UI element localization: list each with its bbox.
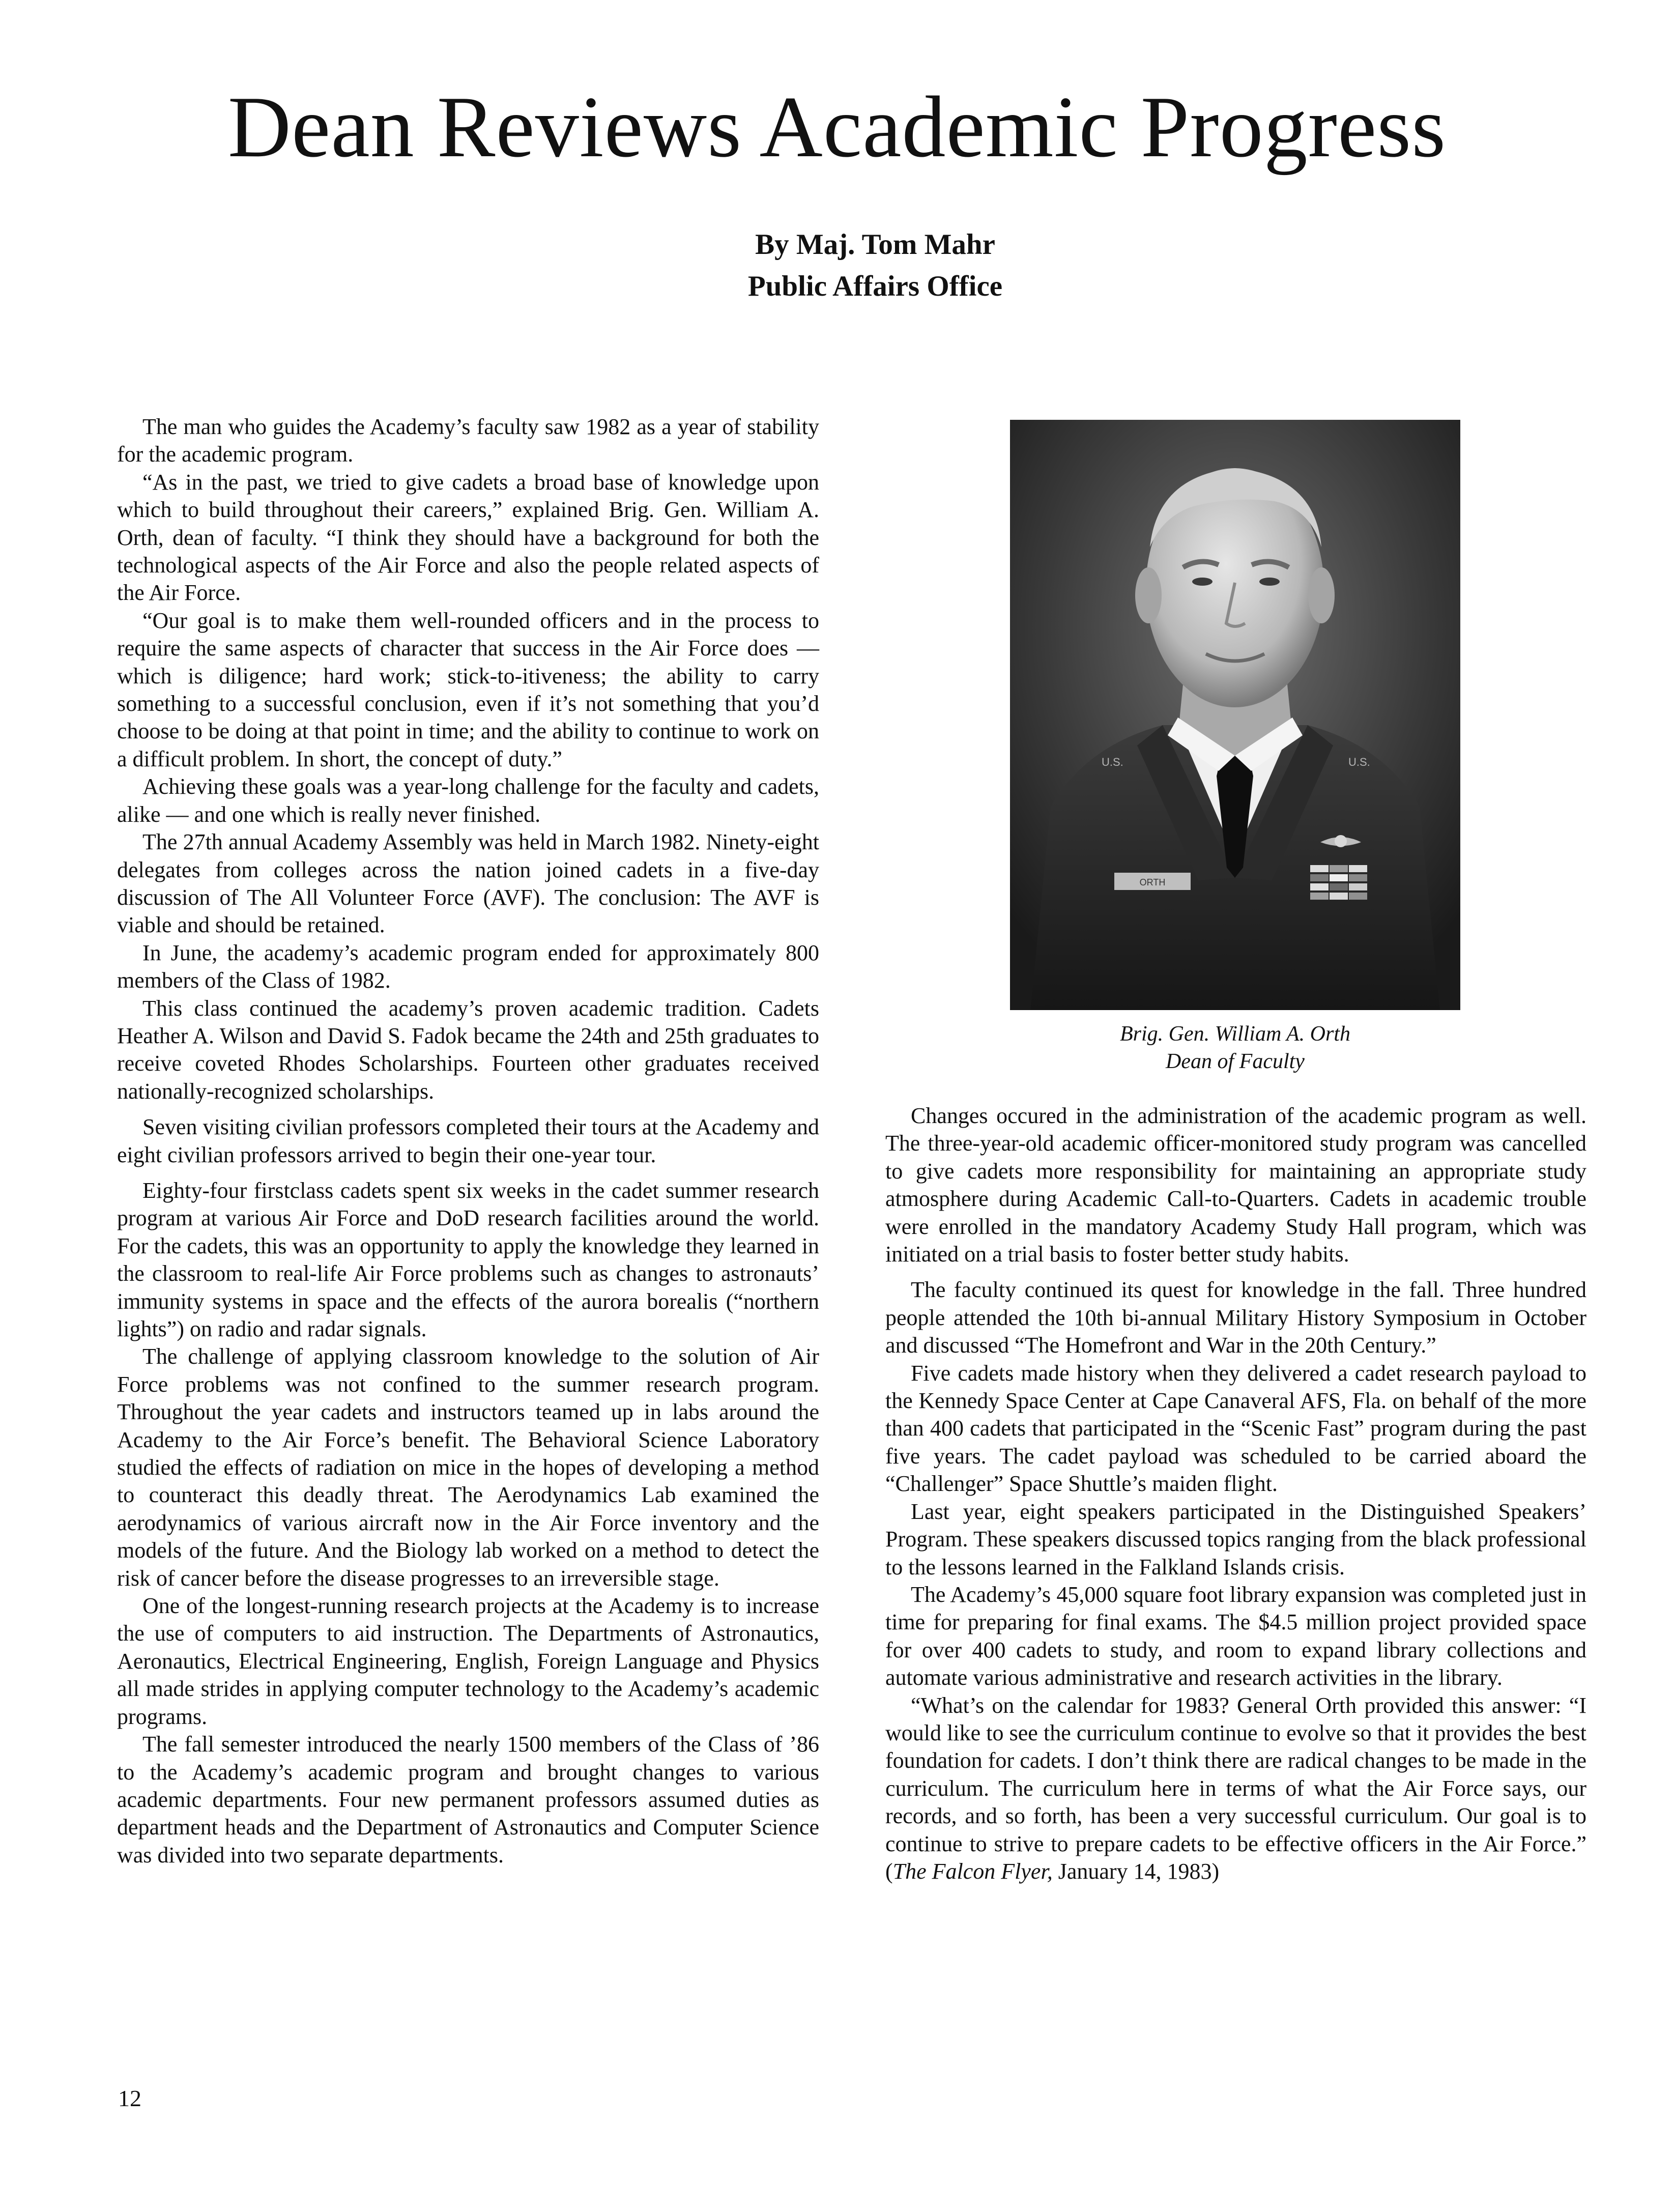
photo-caption xyxy=(1010,1020,1460,1075)
paragraph: Changes occured in the administration of the academic program as well. The three-year-old academic officer-monitored study program was cancelled to give cadets more responsibility for maintaining an appropriate study atmosphere during Academic Call-to-Quarters. Cadets in academic trouble were enrolled in the mandatory Academy Study Hall program, which was initiated on a trial basis to foster better study habits. xyxy=(885,1103,1586,1267)
paragraph: Achieving these goals was a year-long challenge for the faculty and cadets, alike — and one which is really never finished. xyxy=(117,774,819,827)
caption-name: Brig. Gen. William A. Orth xyxy=(1119,1022,1351,1046)
collar-insignia-right: U.S. xyxy=(1348,756,1370,768)
right-column xyxy=(885,1102,1586,1885)
paragraph: The challenge of applying classroom knowledge to the solution of Air Force problems was not confined to the summer research program. Throughout the year cadets and instructors teamed up in labs around the Academy to the Air Force’s benefit. The Behavioral Science Laboratory studied the effects of radiation on mice in the hopes of developing a method to counteract this deadly threat. The Aerodynamics Lab examined the aerodynamics of various aircraft now in the Air Force inventory and the models of the future. And the Biology lab worked on a method to detect the risk of cancer before the disease progresses to an irreversible stage. xyxy=(117,1344,819,1591)
collar-insignia-left: U.S. xyxy=(1102,756,1123,768)
paragraph: The fall semester introduced the nearly 1500 members of the Class of ’86 to the Academy’s academic program and brought changes to various academic departments. Four new permanent professors assumed duties as department heads and the Department of Astronautics and Computer Science was divided into two separate departments. xyxy=(117,1732,819,1868)
paragraph: One of the longest-running research projects at the Academy is to increase the use of computers to aid instruction. The Departments of Astronautics, Aeronautics, Electrical Engineering, English, Foreign Language and Physics all made strides in applying computer technology to the Academy’s academic programs. xyxy=(117,1593,819,1729)
paragraph: Last year, eight speakers participated in the Distinguished Speakers’ Program. These speakers discussed topics ranging from the black professional to the lessons learned in the Falkland Islands crisis. xyxy=(885,1499,1586,1579)
byline xyxy=(509,224,1242,307)
paragraph: “Our goal is to make them well-rounded officers and in the process to require the same aspects of character that success in the Air Force does — which is diligence; hard work; stick-to-itiveness; the ability to carry something to a successful conclusion, even if it’s not something that you’d choose to be doing at that point in time; and the ability to continue to work on a difficult problem. In short, the concept of duty.” xyxy=(117,608,819,771)
byline-author: By Maj. Tom Mahr xyxy=(755,228,995,261)
paragraph: Five cadets made history when they delivered a cadet research payload to the Kennedy Space Center at Cape Canaveral AFS, Fla. on behalf of the more than 400 cadets that participated in the “Scenic Fast” program during the past five years. The cadet payload was scheduled to be carried aboard the “Challenger” Space Shuttle’s maiden flight. xyxy=(885,1360,1586,1497)
citation-date: January 14, 1983) xyxy=(1052,1858,1220,1884)
paragraph: The Academy’s 45,000 square foot library expansion was completed just in time for preparing for final exams. The $4.5 million project provided space for over 400 cadets to study, and room to expand library collections and automate various administrative and research activities in the library. xyxy=(885,1582,1586,1690)
paragraph: “As in the past, we tried to give cadets a broad base of knowledge upon which to build throughout their careers,” explained Brig. Gen. William A. Orth, dean of faculty. “I think they should have a background for both the technological aspects of the Air Force and also the people related aspects of the Air Force. xyxy=(117,469,819,606)
paragraph: The 27th annual Academy Assembly was held in March 1982. Ninety-eight delegates from colleges across the nation joined cadets in a five-day discussion of The All Volunteer Force (AVF). The conclusion: The AVF is viable and should be retained. xyxy=(117,829,819,938)
paragraph: The man who guides the Academy’s faculty saw 1982 as a year of stability for the academic program. xyxy=(117,414,819,467)
paragraph: This class continued the academy’s proven academic tradition. Cadets Heather A. Wilson and David S. Fadok became the 24th and 25th graduates to receive coveted Rhodes Scholarships. Fourteen other graduates received nationally-recognized scholarships. xyxy=(117,995,819,1104)
paragraph: Seven visiting civilian professors completed their tours at the Academy and eight civilian professors arrived to begin their one-year tour. xyxy=(117,1114,819,1167)
portrait-photo xyxy=(1010,420,1460,1010)
article-title: Dean Reviews Academic Progress xyxy=(227,79,1447,176)
left-column xyxy=(117,413,819,1869)
page-number: 12 xyxy=(118,2085,141,2111)
closing-quote: “What’s on the calendar for 1983? General Orth provided this answer: “I would like to see the curriculum continue to evolve so that it provides the best foundation for cadets. I don’t think there are radical changes to be made in the curriculum. The curriculum here in terms of what the Air Force says, our records, and so forth, has been a very successful curriculum. Our goal is to continue to strive to prepare cadets to be effective officers in the Air Force.” xyxy=(885,1692,1586,1856)
byline-office: Public Affairs Office xyxy=(747,270,1003,302)
paragraph-closing xyxy=(885,1692,1586,1886)
paragraph: In June, the academy’s academic program ended for approximately 800 members of the Class of 1982. xyxy=(117,940,819,993)
citation-source: The Falcon Flyer, xyxy=(892,1858,1053,1884)
name-tag-text: ORTH xyxy=(1139,877,1166,887)
paragraph: The faculty continued its quest for knowledge in the fall. Three hundred people attended the 10th bi-annual Military History Symposium in October and discussed “The Homefront and War in the 20th Century.” xyxy=(885,1277,1586,1358)
citation-open: ( xyxy=(885,1858,893,1884)
paragraph: Eighty-four firstclass cadets spent six weeks in the cadet summer research program at various Air Force and DoD research facilities around the world. For the cadets, this was an opportunity to apply the knowledge they learned in the classroom to real-life Air Force problems such as changes to astronauts’ immunity systems in space and the effects of the aurora borealis (“northern lights”) on radio and radar signals. xyxy=(117,1177,819,1341)
caption-title: Dean of Faculty xyxy=(1166,1050,1305,1073)
